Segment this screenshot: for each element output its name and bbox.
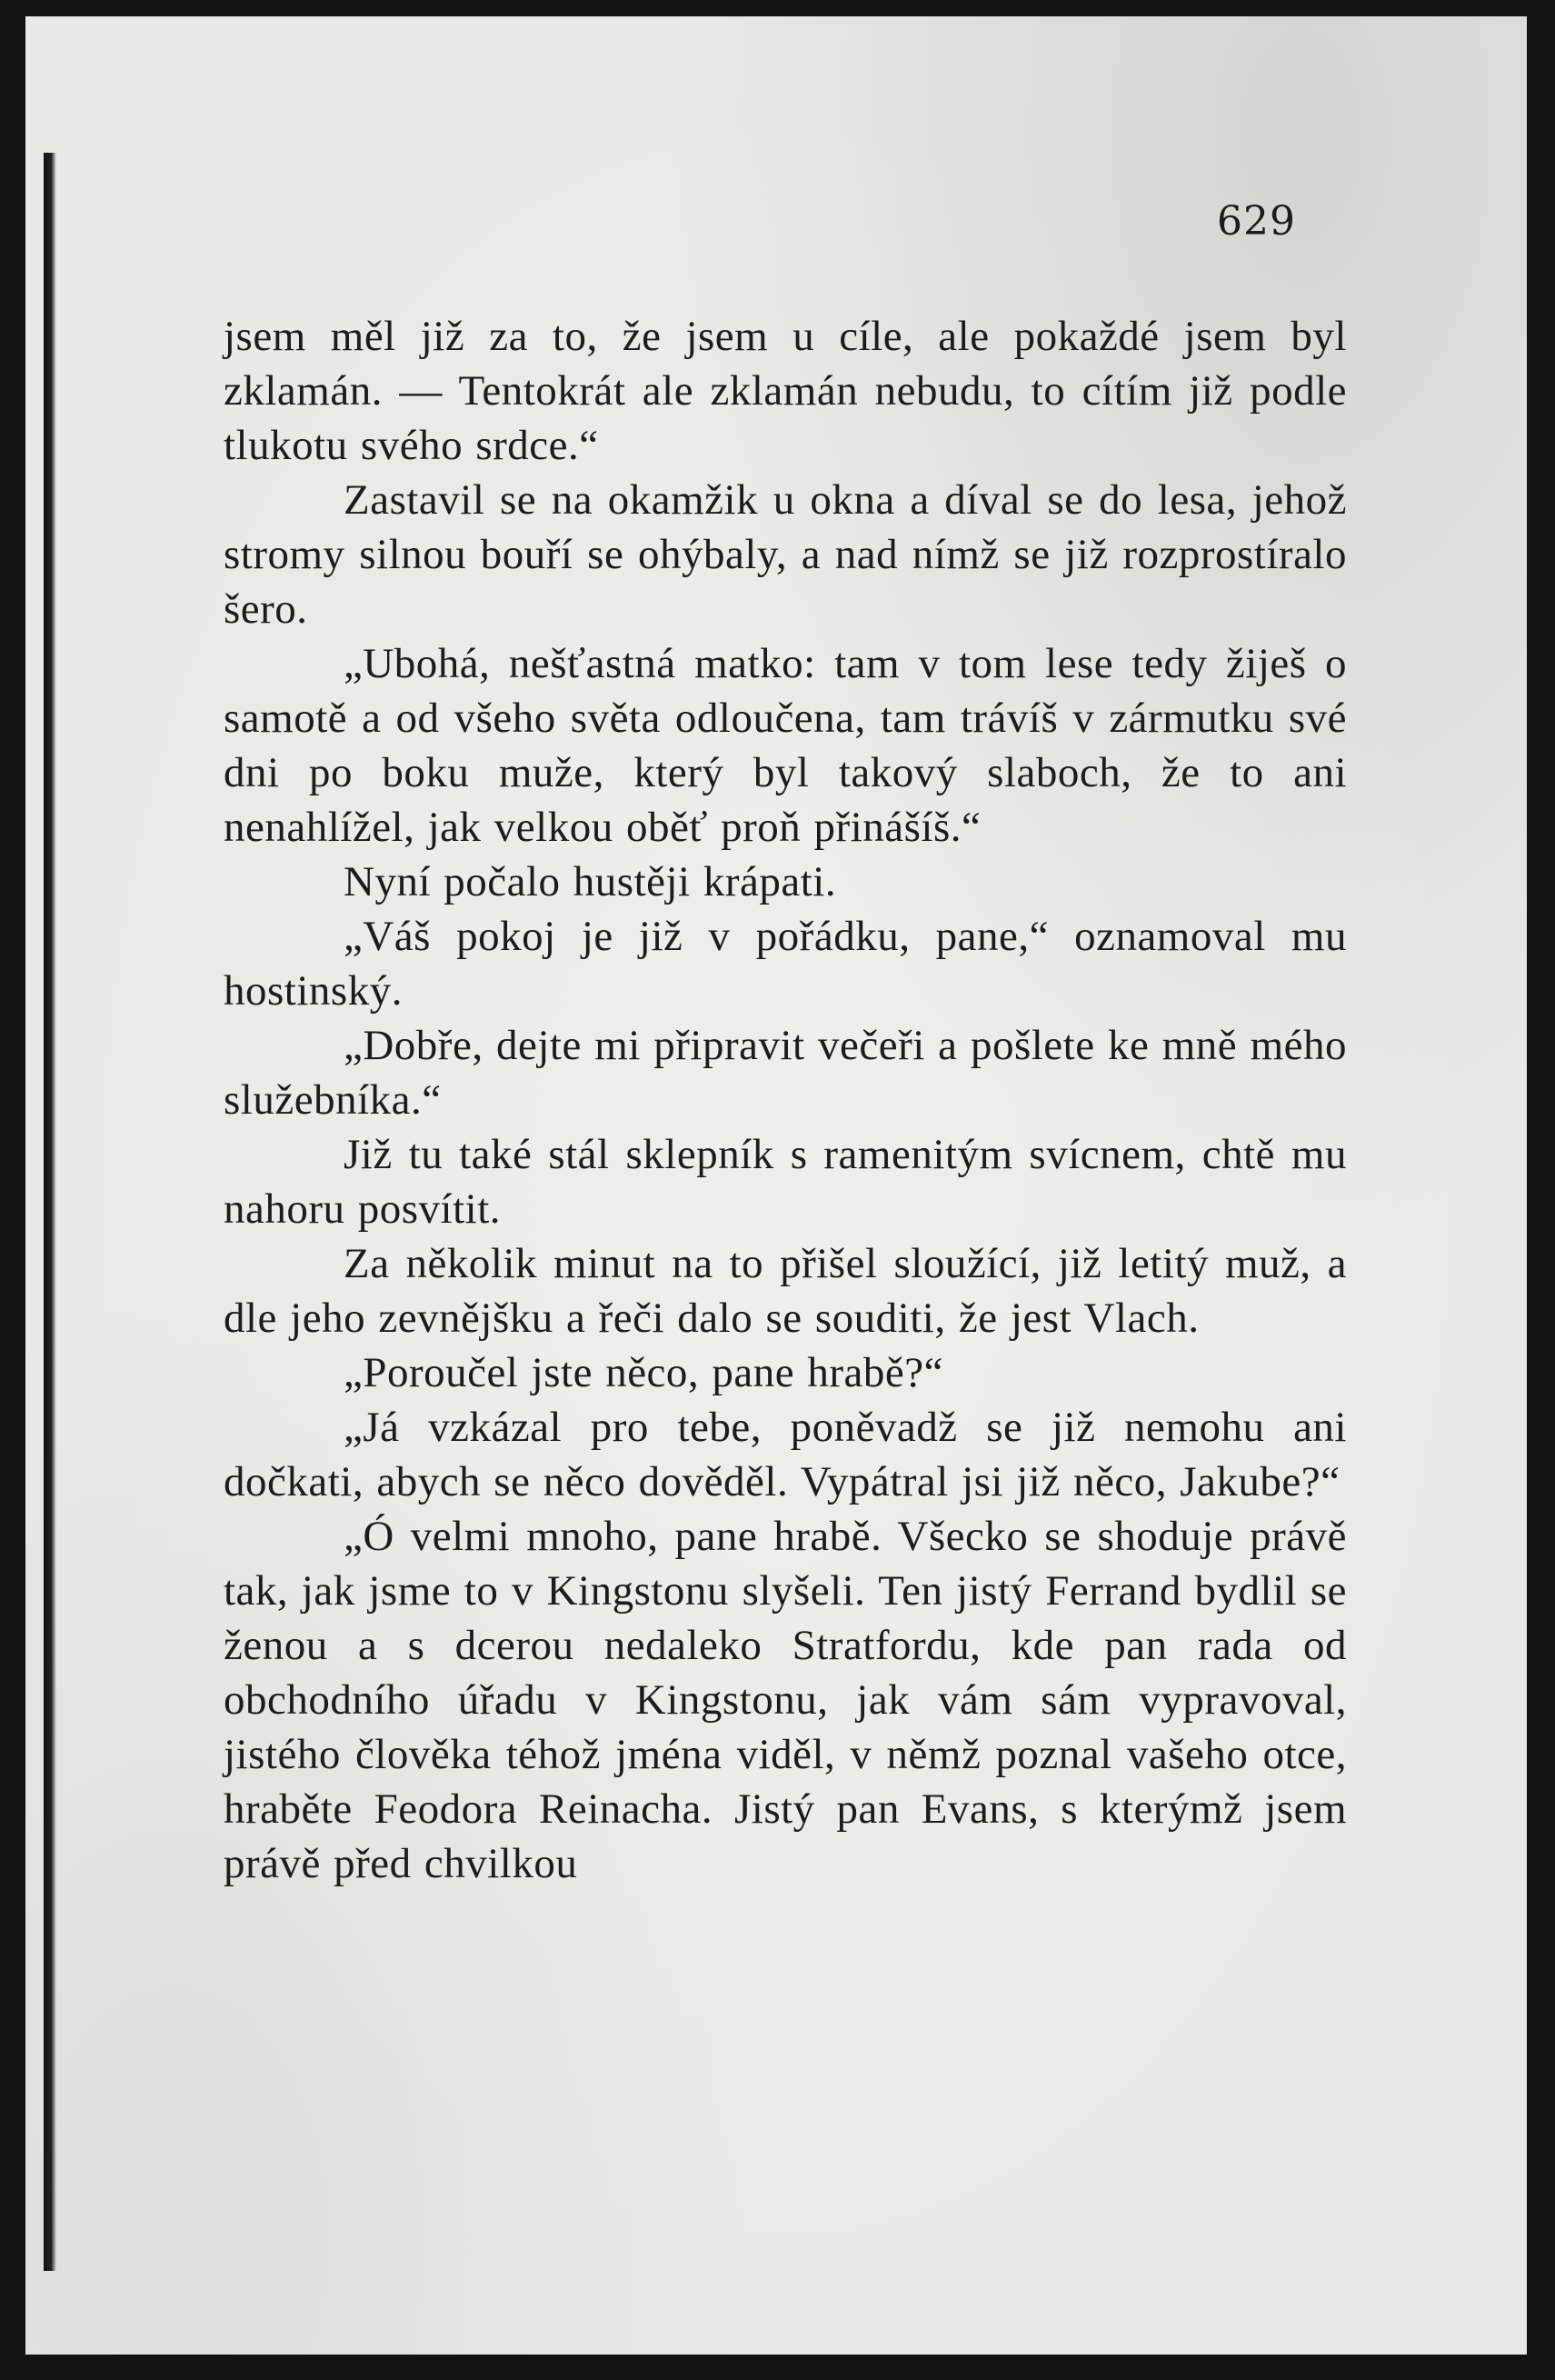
paragraph: „Poroučel jste něco, pane hrabě?“ <box>344 1349 943 1396</box>
paragraph: „Já vzkázal pro tebe, poněvadž se již nemohu ani dočkati, abych se něco dověděl. Vypátral jsi již něco, Jakube?“ <box>224 1404 1347 1505</box>
paragraph: „Váš pokoj je již v pořádku, pane,“ oznamoval mu hostinský. <box>224 913 1347 1015</box>
paragraph: Nyní počalo hustěji krápati. <box>344 858 837 905</box>
paragraph: Za několik minut na to přišel sloužící, již letitý muž, a dle jeho zevnějšku a řeči dalo se souditi, že jest Vlach. <box>224 1240 1347 1342</box>
binding-edge-shadow <box>44 153 56 2271</box>
body-text <box>224 309 1347 1891</box>
paragraph: Již tu také stál sklepník s ramenitým svícnem, chtě mu nahoru posvítit. <box>224 1131 1347 1233</box>
paragraph: „Ó velmi mnoho, pane hrabě. Všecko se shoduje právě tak, jak jsme to v Kingstonu slyšeli. Ten jistý Ferrand bydlil se ženou a s dcerou nedaleko Stratfordu, kde pan rada od obchodního úřadu v Kingstonu, jak vám sám vypravoval, jistého člověka téhož jména viděl, v němž poznal vašeho otce, hraběte Feodora Reinacha. Jistý pan Evans, s kterýmž jsem právě před chvilkou <box>224 1513 1347 1887</box>
paragraph: Zastavil se na okamžik u okna a díval se do lesa, jehož stromy silnou bouří se ohýbaly, a nad nímž se již rozprostíralo šero. <box>224 476 1347 633</box>
paragraph: jsem měl již za to, že jsem u cíle, ale pokaždé jsem byl zklamán. — Tentokrát ale zklamán nebudu, to cítím již podle tlukotu svého srdce.“ <box>224 313 1347 469</box>
paragraph: „Ubohá, nešťastná matko: tam v tom lese tedy žiješ o samotě a od všeho světa odloučena, tam trávíš v zármutku své dni po boku muže, který byl takový slaboch, že to ani nenahlížel, jak velkou oběť proň přinášíš.“ <box>224 640 1347 851</box>
book-page <box>25 16 1527 2355</box>
paragraph: „Dobře, dejte mi připravit večeři a pošlete ke mně mého služebníka.“ <box>224 1022 1347 1124</box>
page-number: 629 <box>1217 198 1296 245</box>
